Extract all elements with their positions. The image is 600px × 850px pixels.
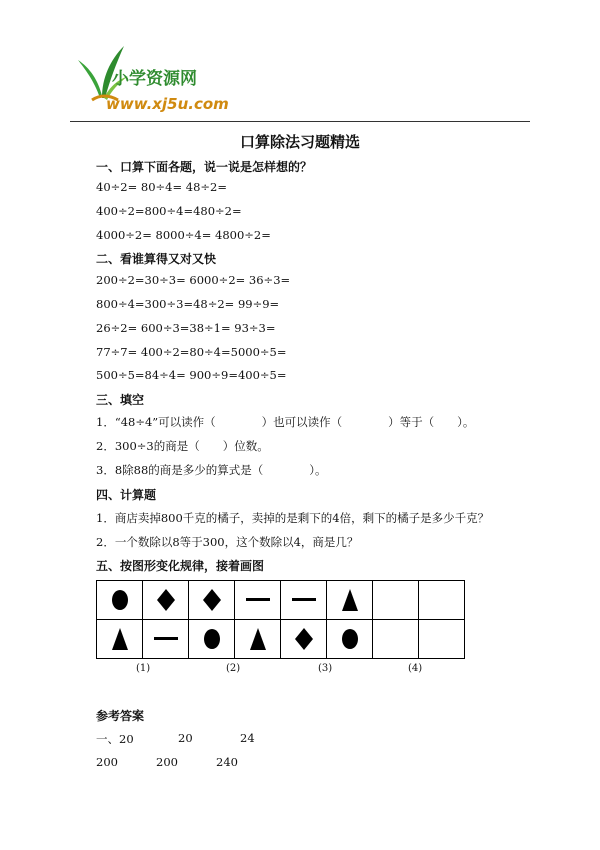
answer-cell: 24 [240,731,255,745]
circle-shape-icon [105,585,135,615]
blank-cell [373,620,419,659]
shape-cell [97,620,143,659]
blank-cell [419,620,465,659]
shape-cell [281,620,327,659]
answer-cell: 200 [96,755,118,769]
shape-cell [327,620,373,659]
diamond-shape-icon [151,585,181,615]
shape-cell [235,620,281,659]
s2-line: 77÷7= 400÷2=80÷4=5000÷5= [96,345,287,359]
shape-pattern-grid [96,580,465,659]
page-title: 口算除法习题精选 [239,133,360,151]
answer-cell: 一、20 [96,732,134,746]
blank-cell [373,581,419,620]
triangle-shape-icon [105,624,135,654]
shape-row-1 [97,581,465,620]
triangle-shape-icon [335,585,365,615]
bar-shape-icon [243,585,273,615]
blank-cell [419,581,465,620]
grid-caption: (4) [408,663,423,674]
s3-item: 2．300÷3的商是（ ）位数。 [96,439,269,453]
shape-cell [189,620,235,659]
section-2-heading: 二、看谁算得又对又快 [96,252,217,266]
logo-url: www.xj5u.com [106,95,229,113]
site-logo [72,40,232,120]
bar-shape-icon [289,585,319,615]
s1-line: 400÷2=800÷4=480÷2= [96,204,242,218]
grid-caption: (1) [136,663,151,674]
shape-cell [281,581,327,620]
s1-line: 40÷2= 80÷4= 48÷2= [96,180,227,194]
s2-line: 800÷4=300÷3=48÷2= 99÷9= [96,297,280,311]
section-3-heading: 三、填空 [96,393,145,407]
answer-cell: 200 [156,755,178,769]
diamond-shape-icon [289,624,319,654]
section-5-heading: 五、按图形变化规律，接着画图 [96,559,265,573]
grid-caption: (2) [226,663,241,674]
s4-item: 2．一个数除以8等于300，这个数除以4，商是几？ [96,535,359,549]
s3-item: 3．8除88的商是多少的算式是（ ）。 [96,463,327,477]
s2-line: 200÷2=30÷3= 6000÷2= 36÷3= [96,273,291,287]
shape-cell [235,581,281,620]
logo-name: 小学资源网 [112,69,197,89]
s2-line: 26÷2= 600÷3=38÷1= 93÷3= [96,321,276,335]
answer-cell: 240 [216,755,238,769]
shape-cell [97,581,143,620]
answer-cell: 20 [178,731,193,745]
s2-line: 500÷5=84÷4= 900÷9=400÷5= [96,368,287,382]
shape-cell [189,581,235,620]
diamond-shape-icon [197,585,227,615]
section-1-heading: 一、口算下面各题，说一说是怎样想的？ [96,160,313,174]
shape-cell [327,581,373,620]
triangle-shape-icon [243,624,273,654]
header-rule [70,121,530,122]
s4-item: 1．商店卖掉800千克的橘子，卖掉的是剩下的4倍，剩下的橘子是多少千克？ [96,511,490,525]
s1-line: 4000÷2= 8000÷4= 4800÷2= [96,228,271,242]
bar-shape-icon [151,624,181,654]
s3-item: 1．“48÷4”可以读作（ ）也可以读作（ ）等于（ ）。 [96,415,475,429]
shape-cell [143,620,189,659]
section-4-heading: 四、计算题 [96,488,157,502]
circle-shape-icon [335,624,365,654]
circle-shape-icon [197,624,227,654]
answers-heading: 参考答案 [96,709,145,723]
grid-caption: (3) [318,663,333,674]
shape-row-2 [97,620,465,659]
shape-cell [143,581,189,620]
